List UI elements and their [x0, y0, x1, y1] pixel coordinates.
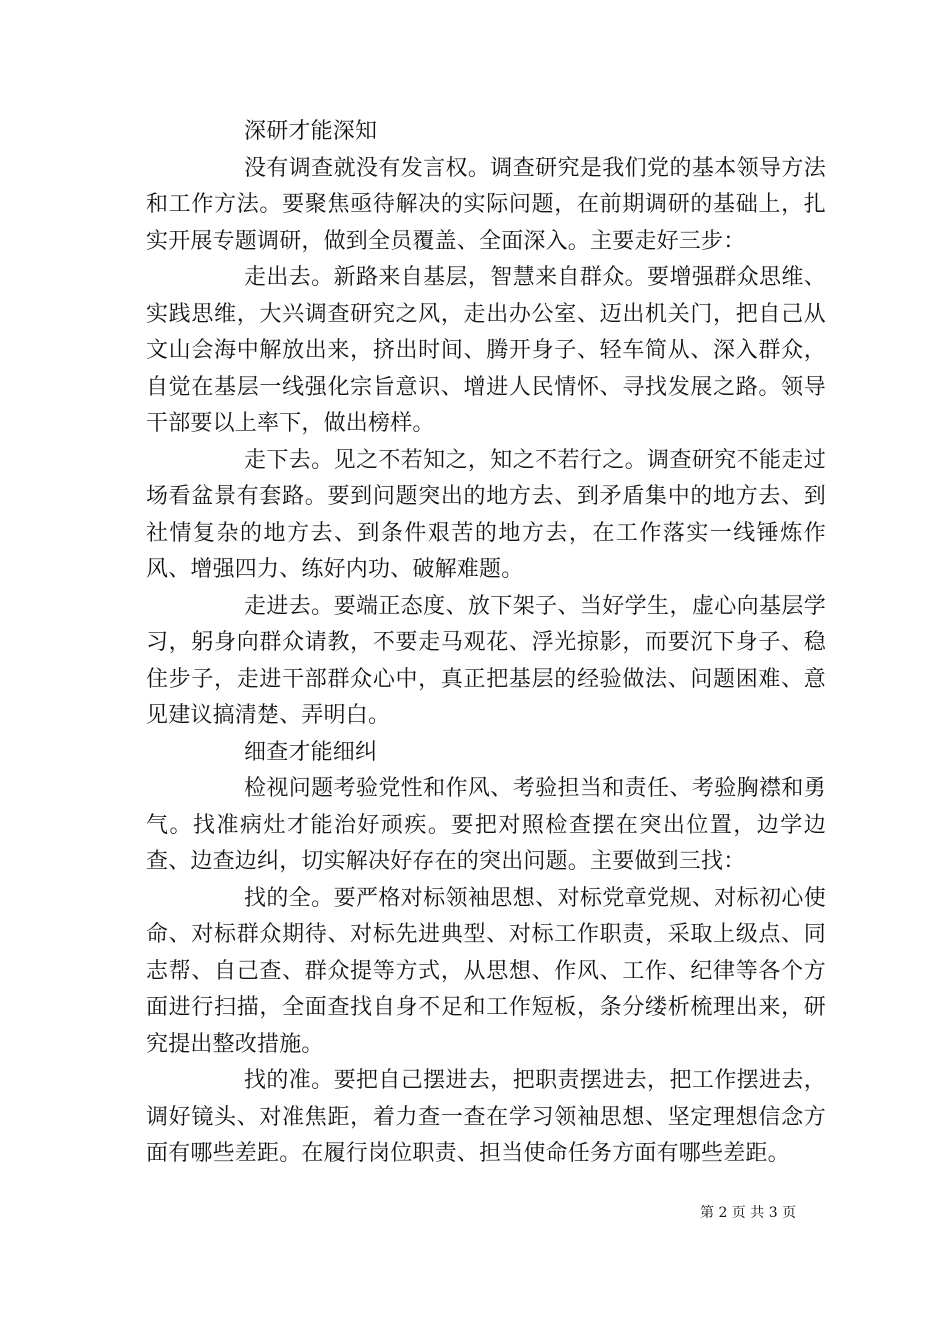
paragraph: 走出去。新路来自基层，智慧来自群众。要增强群众思维、实践思维，大兴调查研究之风，走出办公室、迈出机关门，把自己从文山会海中解放出来，挤出时间、腾开身子、轻车简从、深入群众，自觉在基层一线强化宗旨意识、增进人民情怀、寻找发展之路。领导干部要以上率下，做出榜样。	[146, 265, 826, 436]
document-body	[146, 114, 826, 1173]
section-heading: 细查才能细纠	[244, 739, 378, 765]
paragraph: 走进去。要端正态度、放下架子、当好学生，虚心向基层学习，躬身向群众请教，不要走马观花、浮光掠影，而要沉下身子、稳住步子，走进干部群众心中，真正把基层的经验做法、问题困难、意见建议搞清楚、弄明白。	[146, 593, 826, 728]
paragraph: 找的全。要严格对标领袖思想、对标党章党规、对标初心使命、对标群众期待、对标先进典型、对标工作职责，采取上级点、同志帮、自己查、群众提等方式，从思想、作风、工作、纪律等各个方面进行扫描，全面查找自身不足和工作短板，条分缕析梳理出来，研究提出整改措施。	[146, 885, 826, 1057]
section-heading: 深研才能深知	[244, 119, 378, 144]
paragraph: 没有调查就没有发言权。调查研究是我们党的基本领导方法和工作方法。要聚焦亟待解决的实际问题，在前期调研的基础上，扎实开展专题调研，做到全员覆盖、全面深入。主要走好三步：	[146, 155, 826, 254]
paragraph: 检视问题考验党性和作风、考验担当和责任、考验胸襟和勇气。找准病灶才能治好顽疾。要把对照检查摆在突出位置，边学边查、边查边纠，切实解决好存在的突出问题。主要做到三找：	[146, 776, 826, 874]
paragraph: 走下去。见之不若知之，知之不若行之。调查研究不能走过场看盆景有套路。要到问题突出的地方去、到矛盾集中的地方去、到社情复杂的地方去、到条件艰苦的地方去，在工作落实一线锤炼作风、增强四力、练好内功、破解难题。	[146, 447, 826, 582]
paragraph: 找的准。要把自己摆进去，把职责摆进去，把工作摆进去，调好镜头、对准焦距，着力查一查在学习领袖思想、坚定理想信念方面有哪些差距。在履行岗位职责、担当使命任务方面有哪些差距。	[146, 1068, 826, 1166]
page-number: 第 2 页 共 3 页	[700, 1205, 797, 1221]
